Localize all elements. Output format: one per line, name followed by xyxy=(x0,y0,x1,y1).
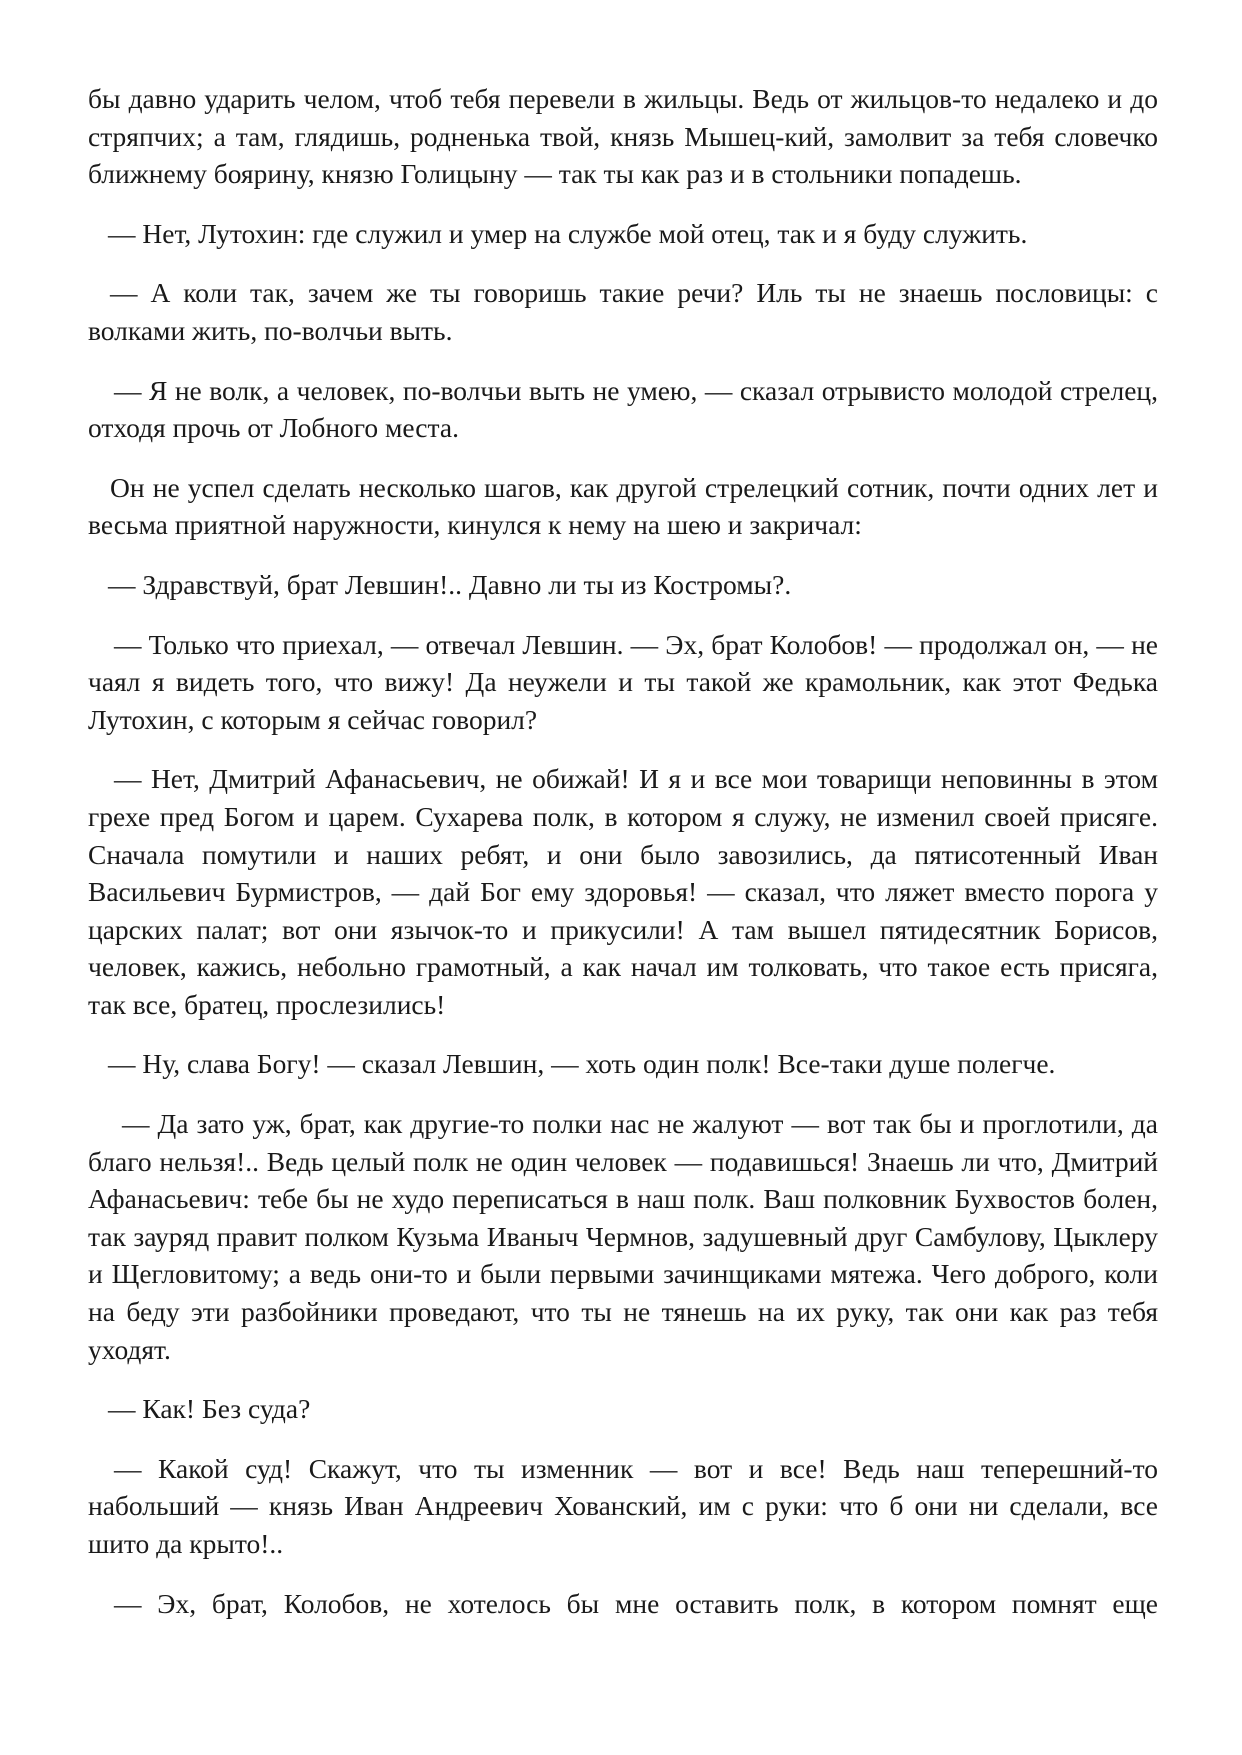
paragraph-6: — Здравствуй, брат Левшин!.. Давно ли ты из Костромы?. xyxy=(108,568,792,600)
paragraph-7: — Только что приехал, — отвечал Левшин. — Эх, брат Колобов! — продолжал он, — не чаял я видеть того, что вижу! Да неужели и ты такой же крамольник, как этот Федька Лутохин, с которым я сейчас говорил? xyxy=(88,628,1158,735)
paragraph-13: — Эх, брат, Колобов, не хотелось бы мне оставить полк, в котором помнят еще xyxy=(114,1587,1158,1619)
document-page xyxy=(88,80,1158,1622)
paragraph-5: Он не успел сделать несколько шагов, как другой стрелецкий сотник, почти одних лет и весьма приятной наружности, кинулся к нему на шею и закричал: xyxy=(88,471,1158,541)
paragraph-10: — Да зато уж, брат, как другие-то полки нас не жалуют — вот так бы и проглотили, да благо нельзя!.. Ведь целый полк не один человек — подавишься! Знаешь ли что, Дмитрий Афанасьевич: тебе бы не худо переписаться в наш полк. Ваш полковник Бухвостов болен, так зауряд правит полком Кузьма Иваныч Чермнов, задушевный друг Самбулову, Цыклеру и Щегловитому; а ведь они-то и были первыми зачинщиками мятежа. Чего доброго, коли на беду эти разбойники проведают, что ты не тянешь на их руку, так они как раз тебя уходят. xyxy=(88,1108,1158,1365)
paragraph-2: — Нет, Лутохин: где служил и умер на службе мой отец, так и я буду служить. xyxy=(108,217,1028,249)
paragraph-3: — А коли так, зачем же ты говоришь такие речи? Иль ты не знаешь пословицы: с волками жить, по-волчьи выть. xyxy=(88,277,1158,346)
paragraph-4: — Я не волк, а человек, по-волчьи выть не умею, — сказал отрывисто молодой стрелец, отходя прочь от Лобного места. xyxy=(88,374,1158,444)
paragraph-9: — Ну, слава Богу! — сказал Левшин, — хоть один полк! Все-таки душе полегче. xyxy=(108,1048,1056,1080)
paragraph-1: бы давно ударить челом, чтоб тебя перевели в жильцы. Ведь от жильцов-то недалеко и до стряпчих; а там, глядишь, родненька твой, князь Мышец-кий, замолвит за тебя словечко ближнему боярину, князю Голицыну — так ты как раз и в стольники попадешь. xyxy=(88,83,1158,190)
paragraph-8: — Нет, Дмитрий Афанасьевич, не обижай! И я и все мои товарищи неповинны в этом грехе пред Богом и царем. Сухарева полк, в котором я служу, не изменил своей присяге. Сначала помутили и наших ребят, и они было завозились, да пятисотенный Иван Васильевич Бурмистров, — дай Бог ему здоровья! — сказал, что ляжет вместо порога у царских палат; вот они язычок-то и прикусили! А там вышел пятидесятник Борисов, человек, кажись, небольно грамотный, а как начал им толковать, что такое есть присяга, так все, братец, прослезились! xyxy=(88,763,1158,1020)
paragraph-11: — Как! Без суда? xyxy=(108,1393,311,1425)
paragraph-12: — Какой суд! Скажут, что ты изменник — вот и все! Ведь наш теперешний-то набольший — князь Иван Андреевич Хованский, им с руки: что б они ни сделали, все шито да крыто!.. xyxy=(88,1452,1158,1559)
